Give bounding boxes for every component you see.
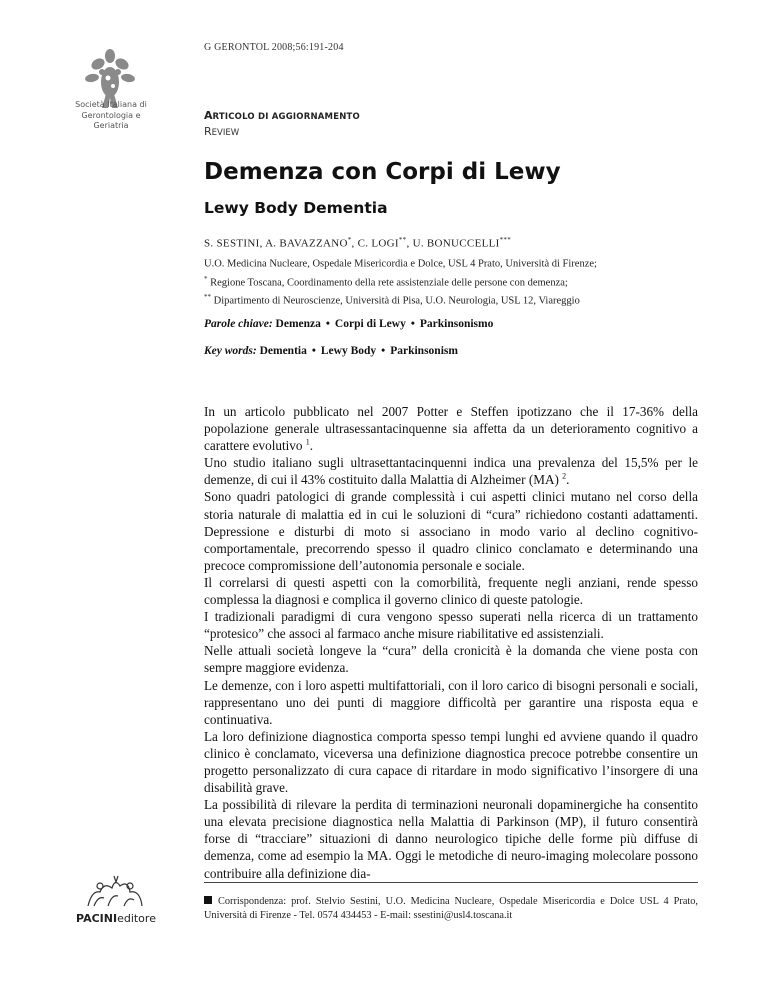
author-list: [204, 236, 511, 250]
body-paragraph: Nelle attuali società longeve la “cura” della cronicità è la domanda che viene posta con sempre maggiore evidenza.: [204, 643, 698, 676]
society-name: [70, 100, 152, 132]
publisher-name-regular: editore: [117, 912, 156, 925]
keyword: Parkinsonismo: [419, 318, 494, 330]
body-paragraph: I tradizionali paradigmi di cura vengono spesso superati nella ricerca di un trattamento “protesico” che associ al farmaco anche misure riabilitative ed assistenziali.: [204, 609, 698, 642]
body-paragraph: La possibilità di rilevare la perdita di terminazioni neuronali dopaminergiche ha consentito una elevata precisione diagnostica nella Malattia di Parkinson (MP), il futuro consentirà forse di “tracciare” situazioni di danno neurologico tipiche delle forme più diffuse di demenza, come ad esempio la MA. Oggi le metodiche di neuro-imaging molecolare possono contribuire alla definizione dia-: [204, 797, 698, 881]
affiliation-mark: **: [204, 293, 211, 301]
keywords-english: [204, 345, 458, 357]
keywords-italian: [204, 318, 493, 330]
body-paragraph: Le demenze, con i loro aspetti multifattoriali, con il loro carico di bisogni personali e sociali, rappresentano uno dei punti di maggiore difficoltà per garantire una risposta equa e continuativa.: [204, 677, 698, 727]
article-type-initial: A: [204, 109, 213, 122]
article-type-english-rest: EVIEW: [211, 128, 240, 138]
society-name-line: Società Italiana di: [75, 100, 147, 109]
affiliation-line: [204, 253, 704, 272]
keyword: Demenza: [275, 318, 321, 330]
article-type-rest: RTICOLO DI AGGIORNAMENTO: [212, 112, 360, 122]
correspondence-text: Corrispondenza: prof. Stelvio Sestini, U.O. Medicina Nucleare, Ospedale Misericordia e Dolce USL 4 Prato, Università di Firenze - Tel. 0574 434453 - E-mail: ssestini@usl4.toscana.it: [204, 896, 698, 921]
keywords-label: Key words:: [204, 345, 257, 357]
body-paragraph: Il correlarsi di questi aspetti con la comorbilità, frequente negli anziani, rende spesso complessa la diagnosi e complica il governo clinico di queste patologie.: [204, 574, 698, 608]
keywords-label: Parole chiave:: [204, 318, 273, 330]
author-mark: *: [347, 236, 352, 244]
paragraph-end: .: [309, 438, 314, 454]
journal-reference: G GERONTOL 2008;56:191-204: [204, 42, 344, 53]
reference-mark: 1: [305, 437, 310, 447]
affiliation-text: U.O. Medicina Nucleare, Ospedale Misericordia e Dolce, USL 4 Prato, Università di Firenze;: [204, 258, 597, 270]
publisher-name: [76, 912, 156, 925]
author-name: U. BONUCCELLI: [412, 237, 500, 250]
affiliation-text: Dipartimento di Neuroscienze, Università di Pisa, U.O. Neurologia, USL 12, Viareggio: [211, 295, 580, 307]
body-paragraph: Sono quadri patologici di grande complessità i cui aspetti clinici mutano nel corso della storia naturale di malattia ed in cui le soluzioni di “cura” richiedono costanti adattamenti. Depressione e disturbi di moto si associano in modo vario al declino cognitivo-comportamentale, precorrendo spesso il quadro clinico conclamato e determinando una precoce compromissione dell’autonomia personale e sociale.: [204, 489, 698, 573]
keyword: Dementia: [259, 345, 307, 357]
author-separator: ,: [351, 237, 358, 250]
body-paragraph: [204, 454, 698, 488]
keyword: Corpi di Lewy: [334, 318, 406, 330]
author-name: S. SESTINI: [204, 237, 260, 250]
society-name-line: Gerontologia e: [81, 110, 141, 120]
body-paragraph: La loro definizione diagnostica comporta spesso tempi lunghi ed avviene quando il quadro clinico è conclamato, viceversa una definizione diagnostica precoce potrebbe consentire un progetto personalizzato di cura capace di ritardare in modo significativo l’insorgere di una disabilità grave.: [204, 728, 698, 796]
affiliation-text: Regione Toscana, Coordinamento della rete assistenziale delle persone con demenza;: [207, 277, 568, 288]
author-name: C. LOGI: [357, 237, 399, 250]
keyword-separator: •: [410, 318, 415, 330]
article-subtitle: Lewy Body Dementia: [204, 199, 388, 217]
affiliation-line: [204, 290, 704, 309]
keyword-separator: •: [381, 345, 386, 357]
author-name: A. BAVAZZANO: [265, 237, 348, 250]
affiliation-line: [204, 272, 704, 291]
article-type-english: [204, 125, 239, 138]
affiliation-mark: *: [204, 274, 208, 283]
correspondence-note: [204, 895, 698, 922]
article-title: Demenza con Corpi di Lewy: [204, 159, 561, 185]
paragraph-end: .: [566, 472, 570, 488]
author-mark: **: [398, 236, 407, 244]
body-text: [204, 403, 698, 882]
publisher-name-bold: PACINI: [76, 912, 118, 925]
author-separator: ,: [259, 237, 266, 250]
square-bullet-icon: [204, 896, 212, 904]
keyword-separator: •: [311, 345, 316, 357]
author-mark: ***: [499, 236, 511, 244]
footer-divider: [204, 882, 698, 883]
paragraph-text: Uno studio italiano sugli ultrasettantacinquenni indica una prevalenza del 15,5% per le demenze, di cui il 43% costituito dalla Malattia di Alzheimer (MA): [204, 455, 698, 488]
keyword-separator: •: [325, 318, 330, 330]
keyword: Parkinsonism: [390, 345, 458, 357]
society-name-line: Geriatria: [93, 121, 129, 130]
reference-mark: 2: [562, 471, 567, 481]
body-paragraph: [204, 403, 698, 454]
article-type-english-initial: R: [204, 125, 212, 138]
publisher-logo: [84, 872, 146, 910]
keyword: Lewy Body: [320, 345, 377, 357]
paragraph-text: In un articolo pubblicato nel 2007 Potter e Steffen ipotizzano che il 17-36% della popolazione generale ultrasessantacinquenne sia affetta da un deterioramento cognitivo a carattere evolutivo: [204, 404, 698, 454]
article-type: [204, 109, 360, 122]
affiliations: [204, 253, 704, 309]
author-separator: ,: [406, 237, 413, 250]
